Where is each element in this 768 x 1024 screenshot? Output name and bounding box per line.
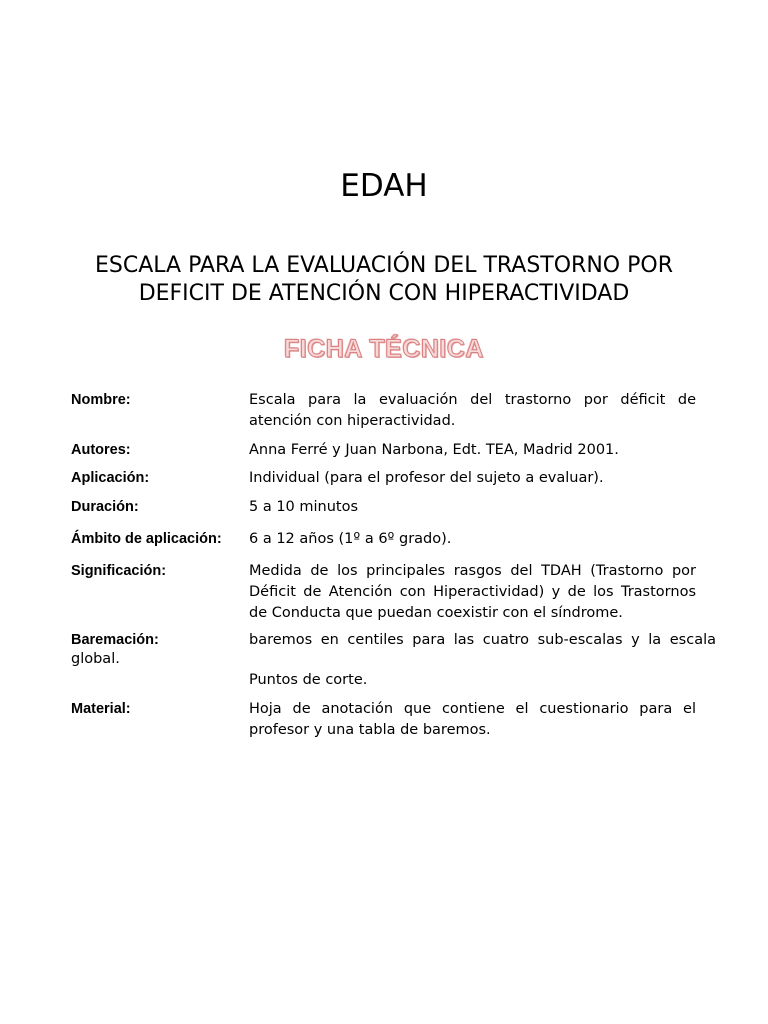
document-subtitle (60, 252, 708, 308)
subtitle-line-1: ESCALA PARA LA EVALUACIÓN DEL TRASTORNO POR (95, 253, 673, 278)
field-label-nombre: Nombre: (71, 392, 131, 408)
field-value-aplicacion: Individual (para el profesor del sujeto a evaluar). (249, 470, 604, 486)
field-value-duracion: 5 a 10 minutos (249, 499, 359, 515)
field-value-baremacion-line1: baremos en centiles para las cuatro sub-escalas y la escala (249, 632, 716, 648)
document-title: EDAH (340, 168, 428, 204)
field-value-autores: Anna Ferré y Juan Narbona, Edt. TEA, Madrid 2001. (249, 442, 619, 458)
field-label-significacion: Significación: (71, 563, 167, 579)
field-label-duracion: Duración: (71, 499, 139, 515)
field-label-baremacion: Baremación: (71, 632, 159, 648)
field-label-aplicacion: Aplicación: (71, 470, 150, 486)
field-label-autores: Autores: (71, 442, 131, 458)
field-value-nombre: Escala para la evaluación del trastorno por déficit de atención con hiperactividad. (249, 392, 696, 429)
field-value-ambito: 6 a 12 años (1º a 6º grado). (249, 531, 452, 547)
field-label-ambito: Ámbito de aplicación: (71, 531, 222, 547)
field-value-baremacion-extra: Puntos de corte. (249, 672, 368, 688)
field-value-significacion: Medida de los principales rasgos del TDAH (Trastorno por Déficit de Atención con Hiperactividad) y de los Trastornos de Conducta que puedan coexistir con el síndrome. (249, 563, 696, 621)
field-label-material: Material: (71, 701, 131, 717)
baremacion-first-line (71, 631, 716, 650)
subtitle-line-2: DEFICIT DE ATENCIÓN CON HIPERACTIVIDAD (138, 281, 630, 306)
field-value-material: Hoja de anotación que contiene el cuestionario para el profesor y una tabla de baremos. (249, 701, 696, 738)
field-value-baremacion-line2: global. (71, 651, 120, 667)
ficha-tecnica-heading: FICHA TÉCNICA (283, 335, 484, 363)
field-row-baremacion (71, 631, 716, 690)
